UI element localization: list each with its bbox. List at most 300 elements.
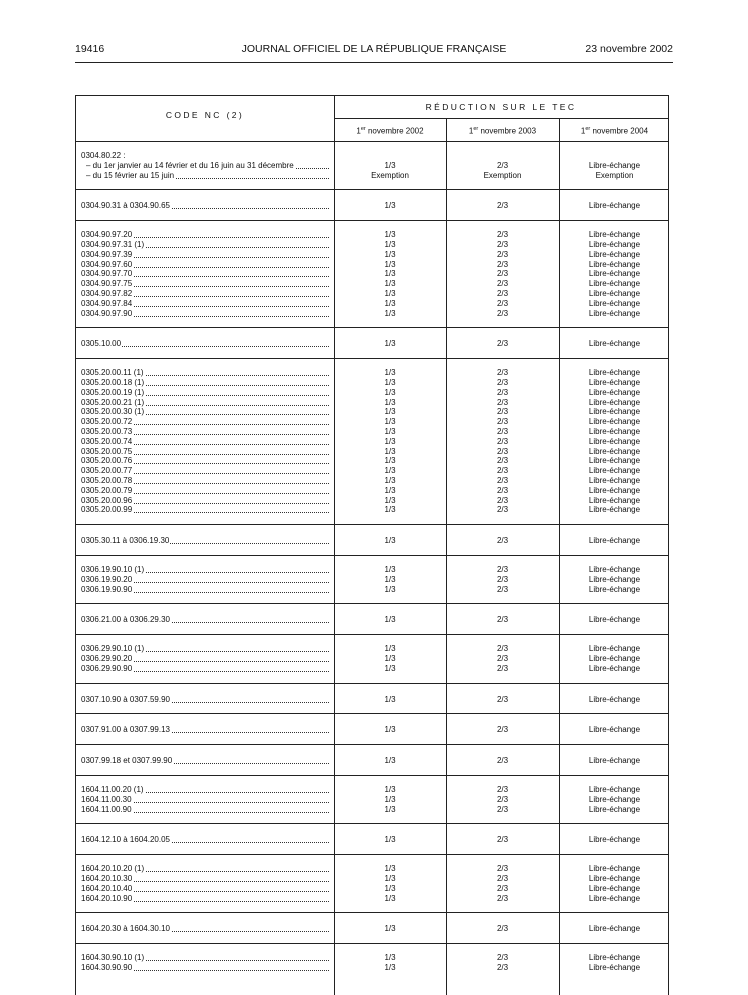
reduction-2003: 2/3 xyxy=(496,963,509,972)
nc-code-cell xyxy=(81,378,329,388)
reduction-2002: 1/3 xyxy=(384,466,396,476)
reduction-2003: 2/3 xyxy=(496,644,509,654)
reduction-2002: 1/3 xyxy=(384,536,396,546)
reduction-2002: 1/3 xyxy=(384,565,396,574)
reduction-2002: 1/3 xyxy=(384,725,396,735)
reduction-2003: 2/3 xyxy=(496,240,509,249)
reduction-2004: Libre-échange xyxy=(588,644,641,654)
nc-code: 0307.91.00 à 0307.99.13 xyxy=(81,725,170,735)
group-divider xyxy=(76,943,668,944)
reduction-2002: 1/3 xyxy=(384,298,396,308)
reduction-2002: 1/3 xyxy=(384,230,396,240)
table-row xyxy=(76,664,668,674)
nc-code: 0305.20.00.11 (1) xyxy=(81,368,144,378)
nc-code-cell xyxy=(81,536,329,546)
reduction-2003: 2/3 xyxy=(496,864,509,874)
reduction-2003: 2/3 xyxy=(496,160,509,170)
reduction-2004: Libre-échange xyxy=(588,495,641,505)
reduction-2002: 1/3 xyxy=(384,756,396,766)
reduction-2003: Exemption xyxy=(483,170,522,180)
reduction-2004: Libre-échange xyxy=(588,269,641,279)
reduction-2002: 1/3 xyxy=(384,495,396,505)
nc-code-cell xyxy=(81,575,329,585)
nc-code: 0307.10.90 à 0307.59.90 xyxy=(81,694,170,704)
reduction-2002: 1/3 xyxy=(384,794,396,804)
group-divider xyxy=(76,555,668,556)
table-row xyxy=(76,437,668,447)
reduction-2003: 2/3 xyxy=(496,485,509,495)
reduction-2004: Libre-échange xyxy=(588,298,641,308)
reduction-2004: Libre-échange xyxy=(588,407,641,417)
table-row xyxy=(76,151,668,161)
reduction-2002: 1/3 xyxy=(384,864,396,874)
nc-code-cell xyxy=(81,151,329,161)
nc-code-cell xyxy=(81,339,329,349)
table-row xyxy=(76,456,668,466)
reduction-2002: 1/3 xyxy=(384,485,396,495)
reduction-2003: 2/3 xyxy=(496,694,509,704)
reduction-2004: Libre-échange xyxy=(588,466,641,476)
nc-code: 0305.20.00.21 (1) xyxy=(81,397,145,407)
nc-code-cell xyxy=(81,230,329,240)
reduction-2004: Libre-échange xyxy=(588,485,641,495)
table-row xyxy=(76,496,668,506)
reduction-2004: Libre-échange xyxy=(588,756,641,766)
reduction-2002: 1/3 xyxy=(384,201,396,211)
group-divider xyxy=(76,713,668,714)
nc-code: 1604.20.30 à 1604.30.10 xyxy=(81,924,170,934)
reduction-2003: 2/3 xyxy=(496,663,509,673)
reduction-2004: Libre-échange xyxy=(588,924,641,934)
reduction-2002: 1/3 xyxy=(384,339,396,349)
nc-code-cell xyxy=(81,805,329,815)
reduction-2004: Libre-échange xyxy=(588,446,641,456)
reduction-2002: 1/3 xyxy=(384,644,396,654)
table-row xyxy=(76,388,668,398)
reduction-2003: 2/3 xyxy=(496,495,509,505)
reduction-2003: 2/3 xyxy=(496,456,509,466)
group-divider xyxy=(76,744,668,745)
reduction-2004: Libre-échange xyxy=(588,663,641,673)
column-header-code: CODE NC (2) xyxy=(165,110,245,120)
group-divider xyxy=(76,220,668,221)
table-row xyxy=(76,575,668,585)
reduction-2002: 1/3 xyxy=(384,289,396,298)
reduction-2004: Libre-échange xyxy=(588,259,641,269)
reduction-2002: 1/3 xyxy=(384,874,396,883)
reduction-2003: 2/3 xyxy=(496,476,509,485)
date-rest: novembre 2004 xyxy=(590,126,649,136)
nc-code: 0306.29.90.20 xyxy=(81,654,133,663)
reduction-2003: 2/3 xyxy=(496,725,509,735)
nc-code: 0304.90.97.84 xyxy=(81,298,133,308)
group-divider xyxy=(76,524,668,525)
nc-code: 1604.20.10.40 xyxy=(81,883,133,893)
nc-code: 0306.19.90.20 xyxy=(81,574,133,584)
reduction-2004: Libre-échange xyxy=(588,584,641,594)
reduction-2004: Exemption xyxy=(595,170,634,180)
nc-code-cell xyxy=(81,864,329,874)
table-row xyxy=(76,161,668,171)
group-divider xyxy=(76,358,668,359)
reduction-2004: Libre-échange xyxy=(588,160,641,170)
nc-code: 0307.99.18 et 0307.99.90 xyxy=(81,756,173,766)
reduction-2003: 2/3 xyxy=(496,874,509,883)
nc-code-cell xyxy=(81,874,329,884)
reduction-2004: Libre-échange xyxy=(588,536,641,546)
table-row xyxy=(76,924,668,934)
reduction-2002: 1/3 xyxy=(384,456,396,466)
group-divider xyxy=(76,775,668,776)
table-row xyxy=(76,874,668,884)
nc-code-cell xyxy=(81,953,329,963)
table-row xyxy=(76,447,668,457)
page-number: 19416 xyxy=(75,43,105,55)
reduction-2003: 2/3 xyxy=(496,574,509,584)
reduction-2003: 2/3 xyxy=(496,339,509,349)
nc-code: 0305.20.00.72 xyxy=(81,417,133,427)
nc-code-cell xyxy=(81,447,329,457)
nc-code-cell xyxy=(81,466,329,476)
group-divider xyxy=(76,603,668,604)
reduction-2004: Libre-échange xyxy=(588,785,641,794)
reduction-2003: 2/3 xyxy=(496,289,509,298)
reduction-2002: 1/3 xyxy=(384,446,396,456)
nc-code: 0306.29.90.10 (1) xyxy=(81,644,145,654)
nc-code: 1604.20.10.20 (1) xyxy=(81,864,145,874)
reduction-2003: 2/3 xyxy=(496,446,509,456)
nc-code-cell xyxy=(81,250,329,260)
reduction-2002: 1/3 xyxy=(384,427,396,436)
reduction-2002: 1/3 xyxy=(384,269,396,279)
nc-code-cell xyxy=(81,240,329,250)
group-divider xyxy=(76,823,668,824)
table-row xyxy=(76,299,668,309)
reduction-2004: Libre-échange xyxy=(588,874,641,883)
reduction-2002: 1/3 xyxy=(384,476,396,485)
nc-code: 1604.20.10.30 xyxy=(81,874,133,883)
reduction-2002: 1/3 xyxy=(384,893,396,903)
nc-code: 0305.20.00.78 xyxy=(81,476,133,485)
reduction-2004: Libre-échange xyxy=(588,654,641,663)
date-day: 1 xyxy=(580,126,586,136)
reduction-2003: 2/3 xyxy=(496,466,509,476)
nc-code-cell xyxy=(86,161,329,171)
table-row xyxy=(76,427,668,437)
nc-code-cell xyxy=(81,924,329,934)
table-row xyxy=(76,339,668,349)
nc-code-cell xyxy=(81,585,329,595)
reduction-2003: 2/3 xyxy=(496,953,509,963)
reduction-2003: 2/3 xyxy=(496,436,509,446)
table-row xyxy=(76,476,668,486)
table-row xyxy=(76,309,668,319)
page-header xyxy=(75,43,673,59)
reduction-2004: Libre-échange xyxy=(588,953,641,963)
reduction-2003: 2/3 xyxy=(496,756,509,766)
table-row xyxy=(76,864,668,874)
reduction-2003: 2/3 xyxy=(496,565,509,574)
table-row xyxy=(76,953,668,963)
nc-code: 0305.20.00.19 (1) xyxy=(81,387,145,397)
nc-code: 0305.20.00.30 (1) xyxy=(81,407,145,417)
table-row xyxy=(76,260,668,270)
nc-code-cell xyxy=(81,963,329,973)
table-row xyxy=(76,536,668,546)
table-row xyxy=(76,407,668,417)
nc-code-cell xyxy=(81,785,329,795)
nc-code: 0305.20.00.73 xyxy=(81,427,133,436)
reduction-2002: 1/3 xyxy=(384,240,396,249)
reduction-2004: Libre-échange xyxy=(588,476,641,485)
nc-code: 1604.20.10.90 xyxy=(81,893,133,903)
table-row xyxy=(76,250,668,260)
reduction-2004: Libre-échange xyxy=(588,387,641,397)
date-rest: novembre 2003 xyxy=(478,126,537,136)
nc-code-cell xyxy=(81,725,329,735)
reduction-2004: Libre-échange xyxy=(588,804,641,814)
table-row xyxy=(76,725,668,735)
journal-title: JOURNAL OFFICIEL DE LA RÉPUBLIQUE FRANÇAISE xyxy=(241,43,507,55)
table-row xyxy=(76,756,668,766)
reduction-2004: Libre-échange xyxy=(588,308,641,318)
nc-code: 1604.30.90.10 (1) xyxy=(81,953,145,963)
nc-code: 1604.12.10 à 1604.20.05 xyxy=(81,835,170,845)
nc-code: – du 15 février au 15 juin xyxy=(86,170,175,180)
date-day: 1 xyxy=(468,126,474,136)
reduction-2002: 1/3 xyxy=(384,785,396,794)
reduction-2002: 1/3 xyxy=(384,160,396,170)
nc-code-cell xyxy=(81,756,329,766)
reduction-2004: Libre-échange xyxy=(588,883,641,893)
reduction-2004: Libre-échange xyxy=(588,615,641,625)
reduction-2003: 2/3 xyxy=(496,835,509,845)
table-row xyxy=(76,240,668,250)
reduction-2004: Libre-échange xyxy=(588,201,641,211)
nc-code-cell xyxy=(81,644,329,654)
reduction-2002: 1/3 xyxy=(384,663,396,673)
nc-code-cell xyxy=(81,417,329,427)
nc-code: 0306.29.90.90 xyxy=(81,663,133,673)
nc-code: 0305.20.00.18 (1) xyxy=(81,378,145,387)
reduction-2004: Libre-échange xyxy=(588,835,641,845)
table-row xyxy=(76,279,668,289)
nc-code: 0306.19.90.10 (1) xyxy=(81,565,145,574)
group-divider xyxy=(76,683,668,684)
table-row xyxy=(76,795,668,805)
reduction-2003: 2/3 xyxy=(496,584,509,594)
nc-code-cell xyxy=(81,407,329,417)
nc-code: 0304.90.97.70 xyxy=(81,269,133,279)
nc-code: 0304.80.22 : xyxy=(81,151,126,160)
reduction-2003: 2/3 xyxy=(496,308,509,318)
date-rest: novembre 2002 xyxy=(365,126,424,136)
column-header-date-2004 xyxy=(559,126,670,136)
reduction-2002: 1/3 xyxy=(384,397,396,407)
reduction-2002: 1/3 xyxy=(384,505,396,515)
nc-code: 0304.90.31 à 0304.90.65 xyxy=(81,201,170,211)
table-row xyxy=(76,615,668,625)
reduction-2003: 2/3 xyxy=(496,804,509,814)
nc-code-cell xyxy=(81,695,329,705)
reduction-2002: 1/3 xyxy=(384,368,396,378)
table-row xyxy=(76,171,668,181)
table-row xyxy=(76,805,668,815)
reduction-2003: 2/3 xyxy=(496,505,509,515)
reduction-2004: Libre-échange xyxy=(588,864,641,874)
nc-code-cell xyxy=(81,884,329,894)
reduction-2004: Libre-échange xyxy=(588,456,641,466)
nc-code-cell xyxy=(81,835,329,845)
reduction-2004: Libre-échange xyxy=(588,427,641,436)
reduction-2003: 2/3 xyxy=(496,397,509,407)
nc-code: 1604.11.00.90 xyxy=(81,804,132,814)
reduction-2003: 2/3 xyxy=(496,654,509,663)
group-divider xyxy=(76,854,668,855)
reduction-2003: 2/3 xyxy=(496,259,509,269)
reduction-2003: 2/3 xyxy=(496,230,509,240)
nc-code-cell xyxy=(81,456,329,466)
group-divider xyxy=(76,912,668,913)
reduction-2004: Libre-échange xyxy=(588,249,641,259)
nc-code: 0304.90.97.20 xyxy=(81,230,133,240)
reduction-2003: 2/3 xyxy=(496,368,509,378)
reduction-2002: 1/3 xyxy=(384,417,396,427)
reduction-2002: 1/3 xyxy=(384,835,396,845)
nc-code-cell xyxy=(81,615,329,625)
reduction-2004: Libre-échange xyxy=(588,694,641,704)
reduction-2002: 1/3 xyxy=(384,883,396,893)
table-row xyxy=(76,230,668,240)
header-rule-bottom xyxy=(76,141,668,142)
reduction-2002: Exemption xyxy=(371,170,409,180)
nc-code: 0305.20.00.76 xyxy=(81,456,133,466)
table-row xyxy=(76,378,668,388)
reduction-2002: 1/3 xyxy=(384,615,396,625)
reduction-2002: 1/3 xyxy=(384,308,396,318)
reduction-2003: 2/3 xyxy=(496,924,509,934)
group-divider xyxy=(76,634,668,635)
reduction-2002: 1/3 xyxy=(384,953,396,963)
nc-code: 0305.20.00.96 xyxy=(81,495,133,505)
reduction-2003: 2/3 xyxy=(496,298,509,308)
reduction-2004: Libre-échange xyxy=(588,378,641,387)
nc-code: 0305.20.00.74 xyxy=(81,436,133,446)
nc-code-cell xyxy=(81,437,329,447)
nc-code: 0306.21.00 à 0306.29.30 xyxy=(81,615,170,625)
nc-code: 0304.90.97.82 xyxy=(81,289,133,298)
table-row xyxy=(76,269,668,279)
nc-code-cell xyxy=(81,476,329,486)
table-row xyxy=(76,835,668,845)
reduction-2003: 2/3 xyxy=(496,269,509,279)
table-row xyxy=(76,486,668,496)
nc-code-cell xyxy=(81,505,329,515)
reduction-2003: 2/3 xyxy=(496,201,509,211)
reduction-2004: Libre-échange xyxy=(588,279,641,289)
nc-code-cell xyxy=(81,496,329,506)
reduction-2003: 2/3 xyxy=(496,893,509,903)
reduction-2004: Libre-échange xyxy=(588,505,641,515)
table-row xyxy=(76,654,668,664)
issue-date: 23 novembre 2002 xyxy=(585,43,673,55)
table-row xyxy=(76,695,668,705)
reduction-2004: Libre-échange xyxy=(588,289,641,298)
nc-code: – du 1er janvier au 14 février et du 16 juin au 31 décembre xyxy=(86,160,294,170)
reduction-2003: 2/3 xyxy=(496,279,509,289)
reduction-2004: Libre-échange xyxy=(588,240,641,249)
nc-code-cell xyxy=(81,201,329,211)
nc-code: 1604.11.00.30 xyxy=(81,794,132,804)
nc-code-cell xyxy=(81,279,329,289)
table-row xyxy=(76,963,668,973)
reduction-2002: 1/3 xyxy=(384,924,396,934)
nc-code: 0304.90.97.31 (1) xyxy=(81,240,145,249)
nc-code-cell xyxy=(81,565,329,575)
column-header-reduction: RÉDUCTION SUR LE TEC xyxy=(425,102,577,112)
group-divider xyxy=(76,327,668,328)
nc-code-cell xyxy=(81,398,329,408)
nc-code-cell xyxy=(86,171,329,181)
reduction-2003: 2/3 xyxy=(496,407,509,417)
table-row xyxy=(76,644,668,654)
table-row xyxy=(76,201,668,211)
reduction-2003: 2/3 xyxy=(496,378,509,387)
reduction-2004: Libre-échange xyxy=(588,368,641,378)
reduction-2004: Libre-échange xyxy=(588,339,641,349)
reduction-2003: 2/3 xyxy=(496,427,509,436)
column-header-date-2002 xyxy=(334,126,446,136)
reduction-2003: 2/3 xyxy=(496,883,509,893)
reduction-2004: Libre-échange xyxy=(588,565,641,574)
reduction-2004: Libre-échange xyxy=(588,725,641,735)
table-row xyxy=(76,368,668,378)
nc-code-cell xyxy=(81,795,329,805)
nc-code-cell xyxy=(81,289,329,299)
header-rule xyxy=(75,62,673,63)
column-header-date-2003 xyxy=(446,126,559,136)
nc-code-cell xyxy=(81,664,329,674)
reduction-2002: 1/3 xyxy=(384,259,396,269)
date-day: 1 xyxy=(356,126,361,136)
nc-code-cell xyxy=(81,260,329,270)
reduction-2002: 1/3 xyxy=(384,249,396,259)
reduction-2004: Libre-échange xyxy=(588,397,641,407)
nc-code: 0304.90.97.39 xyxy=(81,249,133,259)
reduction-2003: 2/3 xyxy=(496,417,509,427)
reduction-2002: 1/3 xyxy=(384,654,396,663)
nc-code-cell xyxy=(81,368,329,378)
table-row xyxy=(76,785,668,795)
nc-code: 0305.30.11 à 0306.19.30 xyxy=(81,536,170,546)
reduction-2003: 2/3 xyxy=(496,249,509,259)
nc-code: 0304.90.97.60 xyxy=(81,259,133,269)
reduction-2004: Libre-échange xyxy=(588,417,641,427)
date-sup: er xyxy=(585,126,591,132)
date-sup: er xyxy=(360,126,366,132)
nc-code-cell xyxy=(81,486,329,496)
reduction-2003: 2/3 xyxy=(496,794,509,804)
reduction-2003: 2/3 xyxy=(496,785,509,794)
reduction-2002: 1/3 xyxy=(384,436,396,446)
table-row xyxy=(76,894,668,904)
nc-code-cell xyxy=(81,309,329,319)
nc-code: 0305.20.00.77 xyxy=(81,466,133,476)
table-row xyxy=(76,417,668,427)
nc-code-cell xyxy=(81,654,329,664)
table-row xyxy=(76,565,668,575)
reduction-2003: 2/3 xyxy=(496,387,509,397)
